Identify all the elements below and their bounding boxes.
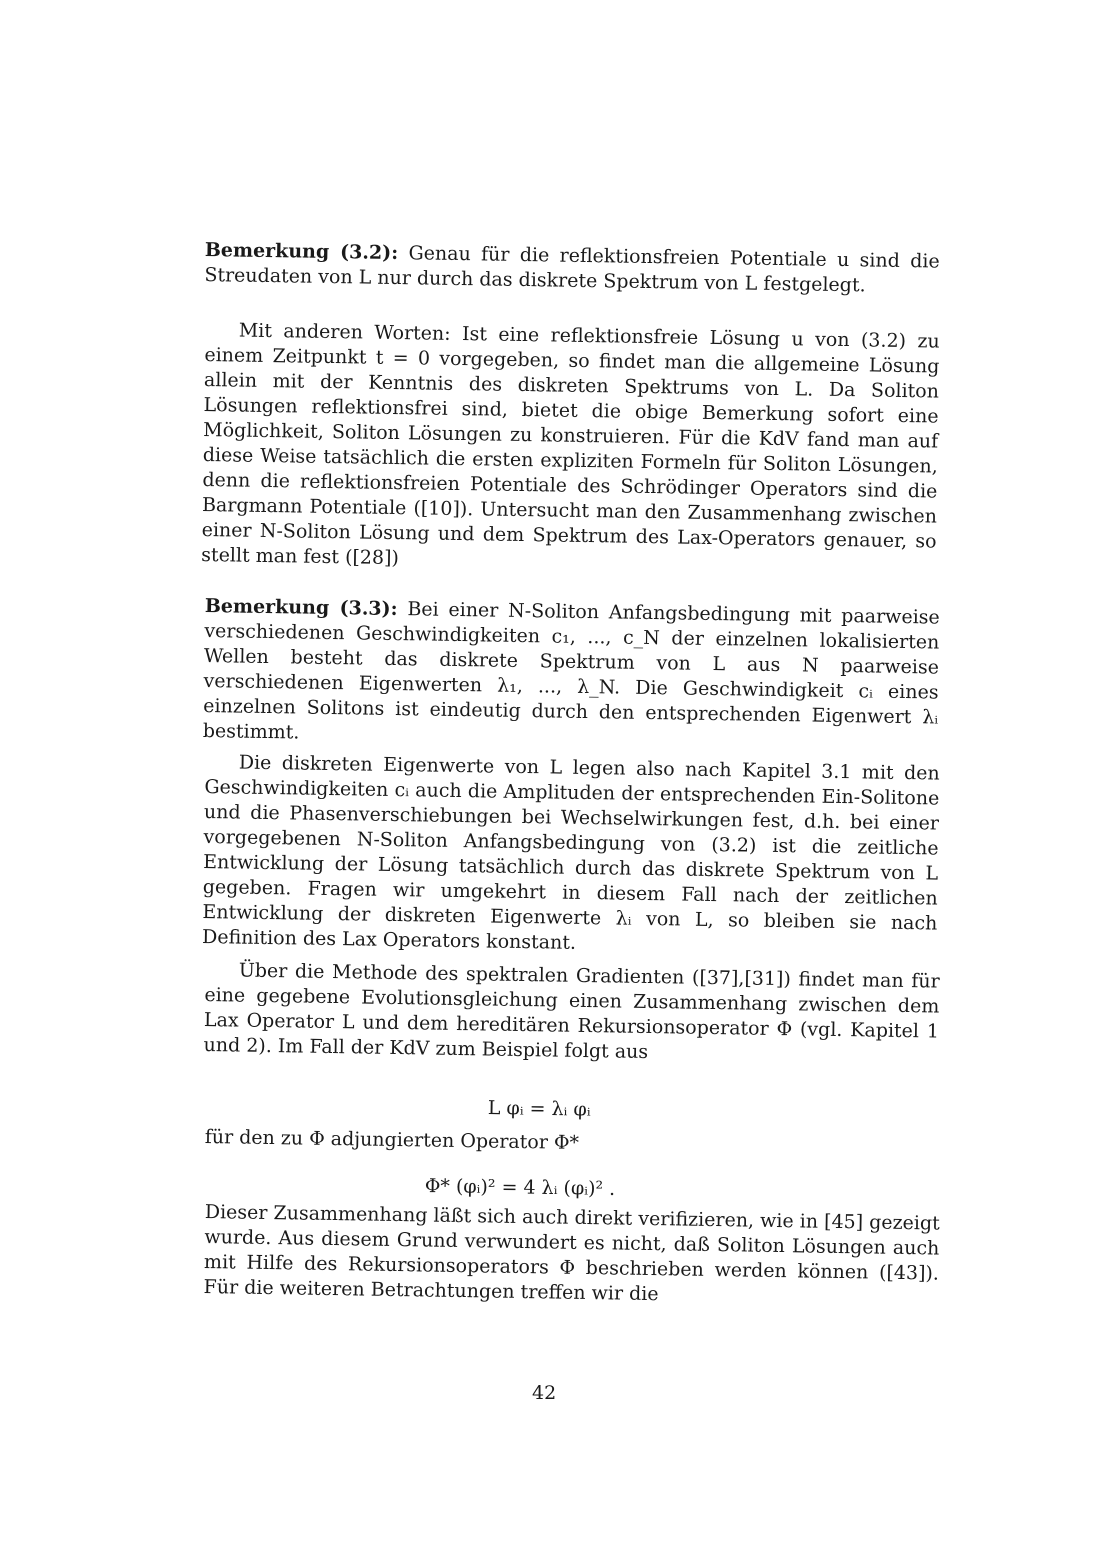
remark-3-3-text: Bei einer N-Soliton Anfangsbedingung mit paarweise verschiedenen Geschwindigkeiten c₁, ..., c_N der einzelnen lokalisierten Wellen besteht das diskrete Spektrum von L aus N paarweise verschiedenen Eigenwerten λ₁, ..., λ_N. Die Geschwindigkeit cᵢ eines einzelnen Solitons ist eindeutig durch den entsprechenden Eigenwert λᵢ bestimmt. — [202, 598, 940, 744]
equation-adjoint: Φ* (φᵢ)² = 4 λᵢ (φᵢ)² . — [424, 1175, 616, 1200]
equation-eigenvalue: L φᵢ = λᵢ φᵢ — [487, 1097, 591, 1121]
paragraph-4-text: Dieser Zusammenhang läßt sich auch direkt verifizieren, wie in [45] gezeigt wurde. Aus diesem Grund verwundert es nicht, daß Soliton Lösungen auch mit Hilfe des Rekursionsoperators Φ beschrieben werden können ([43]). Für die weiteren Betrachtungen treffen wir die — [203, 1200, 940, 1306]
between-text-block — [205, 1125, 940, 1162]
paragraph-1 — [201, 318, 940, 580]
between-text: für den zu Φ adjungierten Operator Φ* — [204, 1125, 580, 1154]
paragraph-3-text: Über die Methode des spektralen Gradienten ([37],[31]) findet man für eine gegebene Evolutionsgleichung einen Zusammenhang zwischen dem Lax Operator L und dem hereditären Rekursionsoperator Φ (vgl. Kapitel 1 und 2). Im Fall der KdV zum Beispiel folgt aus — [203, 959, 940, 1063]
page-number: 42 — [532, 1382, 557, 1404]
remark-3-3-label: Bemerkung (3.3): — [204, 594, 398, 621]
paragraph-1-text: Mit anderen Worten: Ist eine reflektionsfreie Lösung u von (3.2) zu einem Zeitpunkt t = 0 vorgegeben, so findet man die allgemeine Lösung allein mit der Kenntnis des diskreten Spektrums von L. Da Soliton Lösungen reflektionsfrei sind, bietet die obige Bemerkung sofort eine Möglichkeit, Soliton Lösungen zu konstruieren. Für die KdV fand man auf diese Weise tatsächlich die ersten expliziten Formeln für Soliton Lösungen, denn die reflektionsfreien Potentiale des Schrödinger Operators sind die Bargmann Potentiale ([10]). Untersucht man den Zusammenhang zwischen einer N-Soliton Lösung und dem Spektrum des Lax-Operators genauer, so stellt man fest ([28]) — [201, 319, 940, 570]
remark-3-2-label: Bemerkung (3.2): — [204, 238, 399, 265]
paragraph-3 — [203, 958, 939, 1070]
paragraph-2 — [202, 750, 940, 962]
paragraph-4 — [203, 1200, 939, 1312]
remark-3-2-text: Genau für die reflektionsfreien Potentiale u sind die Streudaten von L nur durch das diskrete Spektrum von L festgelegt. — [204, 242, 940, 297]
paragraph-2-text: Die diskreten Eigenwerte von L legen also nach Kapitel 3.1 mit den Geschwindigkeiten cᵢ auch die Amplituden der entsprechenden Ein-Solitone und die Phasenverschiebungen bei Wechselwirkungen fest, d.h. bei einer vorgegebenen N-Soliton Anfangsbedingung von (3.2) ist die zeitliche Entwicklung der Lösung tatsächlich durch das diskrete Spektrum von L gegeben. Fragen wir umgekehrt in diesem Fall nach der zeitlichen Entwicklung der diskreten Eigenwerte λᵢ von L, so bleiben sie nach Definition des Lax Operators konstant. — [201, 751, 940, 954]
remark-3-3 — [203, 594, 940, 756]
remark-3-2 — [204, 238, 940, 300]
